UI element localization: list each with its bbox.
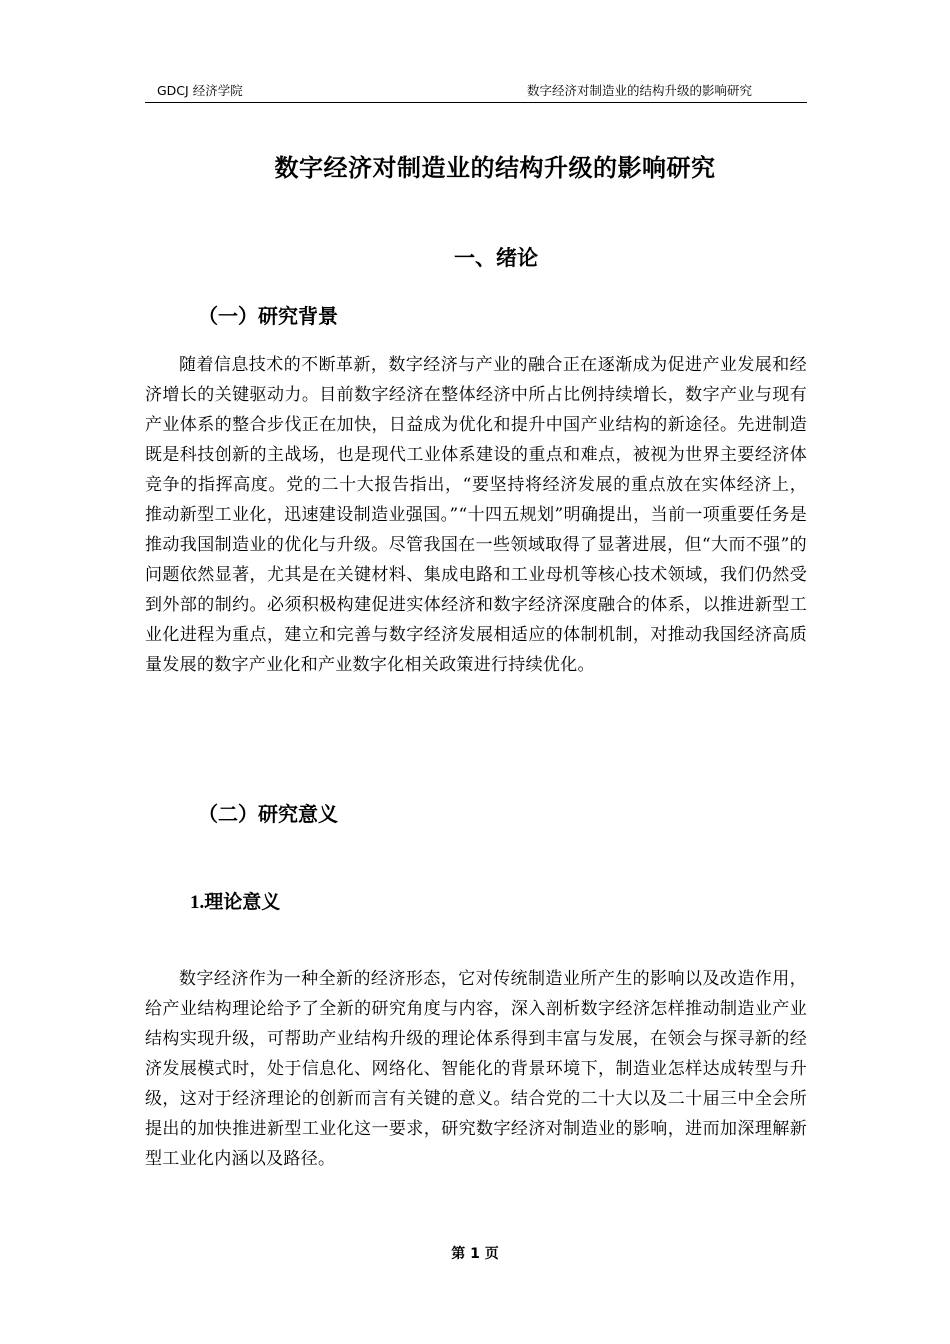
paragraph-theoretical-significance: 数字经济作为一种全新的经济形态，它对传统制造业所产生的影响以及改造作用，给产业结构理论给予了全新的研究角度与内容，深入剖析数字经济怎样推动制造业产业结构实现升级，可帮助产业结构升级的理论体系得到丰富与发展，在领会与探寻新的经济发展模式时，处于信息化、网络化、智能化的背景环境下，制造业怎样达成转型与升级，这对于经济理论的创新而言有关键的意义。结合党的二十大以及二十届三中全会所提出的加快推进新型工业化这一要求，研究数字经济对制造业的影响，进而加深理解新型工业化内涵以及路径。 xyxy=(145,969,807,1169)
section-heading-introduction: 一、绪论 xyxy=(454,246,538,270)
subsection-heading-background: （一）研究背景 xyxy=(198,304,338,328)
header-running-title: 数字经济对制造业的结构升级的影响研究 xyxy=(526,83,752,98)
document-title: 数字经济对制造业的结构升级的影响研究 xyxy=(274,154,716,182)
paragraph-background: 随着信息技术的不断革新，数字经济与产业的融合正在逐渐成为促进产业发展和经济增长的关键驱动力。目前数字经济在整体经济中所占比例持续增长，数字产业与现有产业体系的整合步伐正在加快，日益成为优化和提升中国产业结构的新途径。先进制造既是科技创新的主战场，也是现代工业体系建设的重点和难点，被视为世界主要经济体竞争的指挥高度。党的二十大报告指出，“要坚持将经济发展的重点放在实体经济上，推动新型工业化，迅速建设制造业强国。”“十四五规划”明确提出，当前一项重要任务是推动我国制造业的优化与升级。尽管我国在一些领域取得了显著进展，但“大而不强”的问题依然显著，尤其是在关键材料、集成电路和工业母机等核心技术领域，我们仍然受到外部的制约。必须积极构建促进实体经济和数字经济深度融合的体系，以推进新型工业化进程为重点，建立和完善与数字经济发展相适应的体制机制，对推动我国经济高质量发展的数字产业化和产业数字化相关政策进行持续优化。 xyxy=(145,355,807,675)
page-header xyxy=(145,78,807,103)
item-heading-theoretical-significance: 1.理论意义 xyxy=(190,892,281,913)
page-number: 第 1 页 xyxy=(451,1246,499,1262)
header-institution: GDCJ 经济学院 xyxy=(157,83,243,98)
subsection-heading-significance: （二）研究意义 xyxy=(198,802,338,826)
